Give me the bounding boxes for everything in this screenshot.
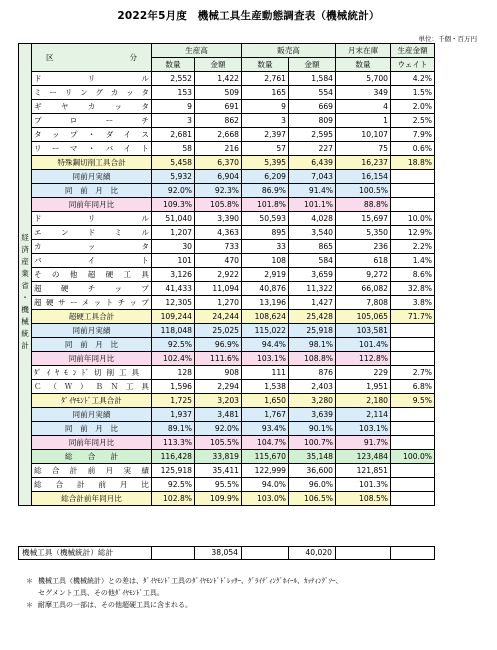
cell-value: 105,065: [336, 310, 391, 324]
cell-value: 2,595: [289, 128, 336, 142]
cell-value: 216: [195, 142, 242, 156]
summary-empty-3: [336, 547, 391, 560]
cell-value: [391, 184, 435, 198]
cell-value: 15,697: [336, 212, 391, 226]
cell-value: 2.5%: [391, 114, 435, 128]
cell-value: 112.8%: [336, 352, 391, 366]
cell-value: 91.4%: [289, 184, 336, 198]
note-mark: ＊: [26, 577, 33, 585]
cell-value: 122,999: [242, 464, 289, 478]
cell-value: 669: [289, 100, 336, 114]
cell-value: 35,411: [195, 464, 242, 478]
cell-value: 4.2%: [391, 72, 435, 86]
row-label: 同 前 月 比: [32, 338, 152, 352]
table-row: [19, 254, 435, 268]
row-label: ﾀﾞｲﾔﾓﾝﾄﾞ工具合計: [32, 394, 152, 408]
cell-value: 3: [152, 114, 195, 128]
cell-value: 98.1%: [289, 338, 336, 352]
cell-value: 1,584: [289, 72, 336, 86]
share-header: 生産金額: [391, 44, 435, 58]
table-row: [19, 282, 435, 296]
cell-value: 113.3%: [152, 436, 195, 450]
cell-value: 2,114: [336, 408, 391, 422]
cell-value: 111.6%: [195, 352, 242, 366]
cell-value: 108,624: [242, 310, 289, 324]
cell-value: 109.9%: [195, 492, 242, 506]
production-header: 生産高: [152, 44, 242, 58]
cell-value: 6,370: [195, 156, 242, 170]
weight-header: ウェイト: [391, 58, 435, 72]
cell-value: 103.1%: [242, 352, 289, 366]
cell-value: 66,082: [336, 282, 391, 296]
row-label: 同前月実績: [32, 324, 152, 338]
table-row: [19, 394, 435, 408]
row-label: 総 合 計: [32, 450, 152, 464]
production-qty-header: 数量: [152, 58, 195, 72]
cell-value: 1,650: [242, 394, 289, 408]
table-row: [19, 86, 435, 100]
row-label: そ の 他 超 硬 工 具: [32, 268, 152, 282]
side-label-char: 経: [21, 233, 29, 242]
side-label-char: 計: [21, 341, 29, 350]
cell-value: 1,422: [195, 72, 242, 86]
cell-value: 0.6%: [391, 142, 435, 156]
table-row: [19, 324, 435, 338]
cell-value: 118,048: [152, 324, 195, 338]
row-label: 総合計前月実績: [32, 464, 152, 478]
cell-value: 236: [336, 240, 391, 254]
cell-value: 41,433: [152, 282, 195, 296]
cell-value: 3,481: [195, 408, 242, 422]
cell-value: 1,596: [152, 380, 195, 394]
side-label-char: 械: [21, 317, 29, 326]
cell-value: 165: [242, 86, 289, 100]
inventory-header: 月末在庫: [336, 44, 391, 58]
row-label: リーマ・バイト: [32, 142, 152, 156]
table-row: [19, 170, 435, 184]
cell-value: 105.5%: [195, 436, 242, 450]
cell-value: 92.0%: [195, 422, 242, 436]
row-label: 同 前 月 比: [32, 184, 152, 198]
cell-value: 30: [152, 240, 195, 254]
production-amt-header: 金額: [195, 58, 242, 72]
table-row: [19, 212, 435, 226]
cell-value: 1,270: [195, 296, 242, 310]
table-row: [19, 422, 435, 436]
cell-value: 9.5%: [391, 394, 435, 408]
cell-value: 116,428: [152, 450, 195, 464]
cell-value: 2,552: [152, 72, 195, 86]
cell-value: 103,581: [336, 324, 391, 338]
cell-value: [391, 198, 435, 212]
row-label: 同 前 月 比: [32, 422, 152, 436]
cell-value: 101.8%: [242, 198, 289, 212]
cell-value: 88.8%: [336, 198, 391, 212]
table-row: [19, 436, 435, 450]
cell-value: 2.7%: [391, 366, 435, 380]
cell-value: 470: [195, 254, 242, 268]
cell-value: [391, 338, 435, 352]
cell-value: 12,305: [152, 296, 195, 310]
cell-value: 105.8%: [195, 198, 242, 212]
cell-value: 584: [289, 254, 336, 268]
cell-value: [391, 352, 435, 366]
cell-value: 93.4%: [242, 422, 289, 436]
table-row: [19, 198, 435, 212]
cell-value: 24,244: [195, 310, 242, 324]
cell-value: 10.0%: [391, 212, 435, 226]
cell-value: 2,668: [195, 128, 242, 142]
cell-value: 3,540: [289, 226, 336, 240]
cell-value: 57: [242, 142, 289, 156]
cell-value: 33: [242, 240, 289, 254]
cell-value: 101: [152, 254, 195, 268]
table-row: [19, 352, 435, 366]
table-row: [19, 338, 435, 352]
table-row: [19, 72, 435, 86]
table-row: [19, 492, 435, 506]
cell-value: 6,439: [289, 156, 336, 170]
cell-value: 6.8%: [391, 380, 435, 394]
cell-value: 554: [289, 86, 336, 100]
cell-value: 86.9%: [242, 184, 289, 198]
table-row: [19, 156, 435, 170]
cell-value: 1,767: [242, 408, 289, 422]
cell-value: 94.4%: [242, 338, 289, 352]
cell-value: 96.9%: [195, 338, 242, 352]
production-table: [18, 43, 435, 506]
row-label: Ｃ（Ｗ）ＢＮ工具: [32, 380, 152, 394]
cell-value: [391, 436, 435, 450]
cell-value: 90.1%: [289, 422, 336, 436]
cell-value: 125,918: [152, 464, 195, 478]
summary-empty-1: [152, 547, 195, 560]
table-row: [19, 464, 435, 478]
cell-value: 5,350: [336, 226, 391, 240]
cell-value: 5,395: [242, 156, 289, 170]
cell-value: 92.3%: [195, 184, 242, 198]
cell-value: 895: [242, 226, 289, 240]
table-row: [19, 268, 435, 282]
side-label-char: 省: [21, 281, 29, 290]
cell-value: 733: [195, 240, 242, 254]
cell-value: 101.1%: [289, 198, 336, 212]
cell-value: 229: [336, 366, 391, 380]
cell-value: 106.5%: [289, 492, 336, 506]
cell-value: 5,932: [152, 170, 195, 184]
cell-value: 3.8%: [391, 296, 435, 310]
cell-value: [391, 478, 435, 492]
side-label-char: 機: [21, 305, 29, 314]
cell-value: 108: [242, 254, 289, 268]
cell-value: 2,403: [289, 380, 336, 394]
sales-header: 販売高: [242, 44, 336, 58]
cell-value: 6,209: [242, 170, 289, 184]
cell-value: 2.2%: [391, 240, 435, 254]
cell-value: 1,725: [152, 394, 195, 408]
note-line: [26, 599, 343, 611]
cell-value: 618: [336, 254, 391, 268]
cell-value: 92.5%: [152, 478, 195, 492]
table-row: [19, 450, 435, 464]
row-label: ギ ヤ カ ッ タ: [32, 100, 152, 114]
cell-value: 2,761: [242, 72, 289, 86]
cell-value: 75: [336, 142, 391, 156]
cell-value: 4,363: [195, 226, 242, 240]
cell-value: 10,107: [336, 128, 391, 142]
cell-value: 7.9%: [391, 128, 435, 142]
cell-value: 36,600: [289, 464, 336, 478]
row-label: ド リ ル: [32, 72, 152, 86]
inventory-qty-header: 数量: [336, 58, 391, 72]
cell-value: 102.4%: [152, 352, 195, 366]
cell-value: 1,207: [152, 226, 195, 240]
cell-value: [391, 408, 435, 422]
cell-value: 121,851: [336, 464, 391, 478]
cell-value: 123,484: [336, 450, 391, 464]
cell-value: 3,126: [152, 268, 195, 282]
summary-table: [18, 546, 435, 560]
cell-value: 3: [242, 114, 289, 128]
summary-label: 機械工具（機械統計）総計: [19, 547, 152, 560]
row-label: 超硬工具合計: [32, 310, 152, 324]
cell-value: 9,272: [336, 268, 391, 282]
cell-value: [391, 422, 435, 436]
cell-value: 1: [336, 114, 391, 128]
row-label: タップ・ダイス: [32, 128, 152, 142]
cell-value: 2,180: [336, 394, 391, 408]
cell-value: 5,458: [152, 156, 195, 170]
table-row: [19, 478, 435, 492]
cell-value: 1,951: [336, 380, 391, 394]
cell-value: 8.6%: [391, 268, 435, 282]
note-text: 耐摩工具の一部は、その他超硬工具に含まれる。: [38, 601, 192, 609]
cell-value: 71.7%: [391, 310, 435, 324]
table-row: [19, 114, 435, 128]
main-table-wrap: [18, 43, 435, 506]
cell-value: 2,919: [242, 268, 289, 282]
cell-value: 11,094: [195, 282, 242, 296]
cell-value: 9: [152, 100, 195, 114]
cell-value: 3,639: [289, 408, 336, 422]
table-row: [19, 366, 435, 380]
table-row: [19, 408, 435, 422]
table-row: [19, 240, 435, 254]
table-row: [19, 100, 435, 114]
cell-value: 103.0%: [242, 492, 289, 506]
cell-value: 1,427: [289, 296, 336, 310]
side-label: [19, 44, 32, 506]
cell-value: 101.4%: [336, 338, 391, 352]
table-row: [19, 226, 435, 240]
cell-value: 862: [195, 114, 242, 128]
row-label: 同前年同月比: [32, 352, 152, 366]
cell-value: 16,237: [336, 156, 391, 170]
row-label: ﾀﾞｲﾔﾓﾝﾄﾞ切削工具: [32, 366, 152, 380]
cell-value: 1.4%: [391, 254, 435, 268]
cell-value: 3,659: [289, 268, 336, 282]
notes: [26, 575, 343, 611]
cell-value: 7,808: [336, 296, 391, 310]
cell-value: 92.5%: [152, 338, 195, 352]
cell-value: 111: [242, 366, 289, 380]
cell-value: 16,154: [336, 170, 391, 184]
cell-value: 2,922: [195, 268, 242, 282]
cell-value: 1.5%: [391, 86, 435, 100]
cell-value: 91.7%: [336, 436, 391, 450]
note-text: セグメント工具、その他ﾀﾞｲﾔﾓﾝﾄﾞ工具。: [38, 589, 164, 597]
cell-value: 108.8%: [289, 352, 336, 366]
row-label: 超硬サーメットチップ: [32, 296, 152, 310]
note-line: [26, 575, 343, 587]
header-row-1: [19, 44, 435, 58]
cell-value: 809: [289, 114, 336, 128]
cell-value: 102.8%: [152, 492, 195, 506]
cell-value: 7,043: [289, 170, 336, 184]
report-title: 2022年5月度 機械工具生産動態調査表（機械統計）: [117, 10, 380, 22]
cell-value: 3,280: [289, 394, 336, 408]
cell-value: 33,819: [195, 450, 242, 464]
row-label: 特殊鋼切削工具合計: [32, 156, 152, 170]
cell-value: 691: [195, 100, 242, 114]
cell-value: 2,397: [242, 128, 289, 142]
table-row: [19, 296, 435, 310]
cell-value: 50,593: [242, 212, 289, 226]
cell-value: 32.8%: [391, 282, 435, 296]
row-label: 総合計前年同月比: [32, 492, 152, 506]
sales-qty-header: 数量: [242, 58, 289, 72]
cell-value: 128: [152, 366, 195, 380]
cell-value: 100.0%: [391, 450, 435, 464]
cell-value: 908: [195, 366, 242, 380]
summary-empty-2: [242, 547, 289, 560]
cell-value: 40,876: [242, 282, 289, 296]
cell-value: 349: [336, 86, 391, 100]
cell-value: 4,028: [289, 212, 336, 226]
side-label-char: 統: [21, 329, 29, 338]
cell-value: 1,937: [152, 408, 195, 422]
summary-sales-amount: 40,020: [289, 547, 336, 560]
cell-value: 115,022: [242, 324, 289, 338]
note-text: 機械工具（機械統計）との差は、ﾀﾞｲﾔﾓﾝﾄﾞ工具のﾀﾞｲﾔﾓﾝﾄﾞﾄﾞﾚｯｻｰ、ｸﾞﾗｲﾃﾞｨﾝｸﾞﾎｲｰﾙ、ｶｯﾃｨﾝｸﾞｿｰ、: [38, 577, 343, 585]
cell-value: 115,670: [242, 450, 289, 464]
cell-value: 100.7%: [289, 436, 336, 450]
cell-value: [391, 170, 435, 184]
table-row: [19, 184, 435, 198]
cell-value: 25,428: [289, 310, 336, 324]
side-label-char: 済: [21, 245, 29, 254]
category-header: 区 分: [32, 44, 152, 72]
table-row: [19, 128, 435, 142]
cell-value: 6,904: [195, 170, 242, 184]
cell-value: 92.0%: [152, 184, 195, 198]
cell-value: 89.1%: [152, 422, 195, 436]
cell-value: 109,244: [152, 310, 195, 324]
cell-value: 865: [289, 240, 336, 254]
cell-value: 101.3%: [336, 478, 391, 492]
cell-value: 2,294: [195, 380, 242, 394]
row-label: ド リ ル: [32, 212, 152, 226]
sales-amt-header: 金額: [289, 58, 336, 72]
cell-value: 12.9%: [391, 226, 435, 240]
cell-value: 104.7%: [242, 436, 289, 450]
cell-value: 103.1%: [336, 422, 391, 436]
side-label-char: 業: [21, 269, 29, 278]
cell-value: 96.0%: [289, 478, 336, 492]
cell-value: 227: [289, 142, 336, 156]
row-label: 同前年同月比: [32, 198, 152, 212]
row-label: ミーリングカッタ: [32, 86, 152, 100]
cell-value: 4: [336, 100, 391, 114]
cell-value: 1,538: [242, 380, 289, 394]
cell-value: 18.8%: [391, 156, 435, 170]
table-row: [19, 310, 435, 324]
note-mark: ＊: [26, 601, 33, 609]
table-row: [19, 142, 435, 156]
cell-value: 94.0%: [242, 478, 289, 492]
row-label: 同前月実績: [32, 170, 152, 184]
cell-value: [391, 464, 435, 478]
row-label: 総 合 計 前 月 比: [32, 478, 152, 492]
summary-empty-4: [391, 547, 435, 560]
row-label: エ ン ド ミ ル: [32, 226, 152, 240]
cell-value: 58: [152, 142, 195, 156]
cell-value: 51,040: [152, 212, 195, 226]
cell-value: 509: [195, 86, 242, 100]
cell-value: [391, 492, 435, 506]
unit-note: 単位：千個・百万円: [418, 35, 477, 43]
side-label-char: ・: [21, 293, 29, 302]
side-label-char: 産: [21, 257, 29, 266]
cell-value: 2,681: [152, 128, 195, 142]
cell-value: 5,700: [336, 72, 391, 86]
cell-value: 876: [289, 366, 336, 380]
summary-row: [19, 547, 435, 560]
cell-value: 95.5%: [195, 478, 242, 492]
row-label: ブ ロ ー チ: [32, 114, 152, 128]
cell-value: 9: [242, 100, 289, 114]
cell-value: 153: [152, 86, 195, 100]
cell-value: 2.0%: [391, 100, 435, 114]
row-label: 同前月実績: [32, 408, 152, 422]
note-line: [26, 587, 343, 599]
cell-value: 3,390: [195, 212, 242, 226]
cell-value: 100.5%: [336, 184, 391, 198]
summary-production-amount: 38,054: [195, 547, 242, 560]
cell-value: 3,203: [195, 394, 242, 408]
row-label: カ ッ タ: [32, 240, 152, 254]
cell-value: 11,322: [289, 282, 336, 296]
cell-value: 108.5%: [336, 492, 391, 506]
cell-value: [391, 324, 435, 338]
row-label: バ イ ト: [32, 254, 152, 268]
cell-value: 25,025: [195, 324, 242, 338]
cell-value: 109.3%: [152, 198, 195, 212]
cell-value: 25,918: [289, 324, 336, 338]
cell-value: 35,148: [289, 450, 336, 464]
cell-value: 13,196: [242, 296, 289, 310]
table-row: [19, 380, 435, 394]
row-label: 超 硬 チ ッ プ: [32, 282, 152, 296]
row-label: 同前年同月比: [32, 436, 152, 450]
